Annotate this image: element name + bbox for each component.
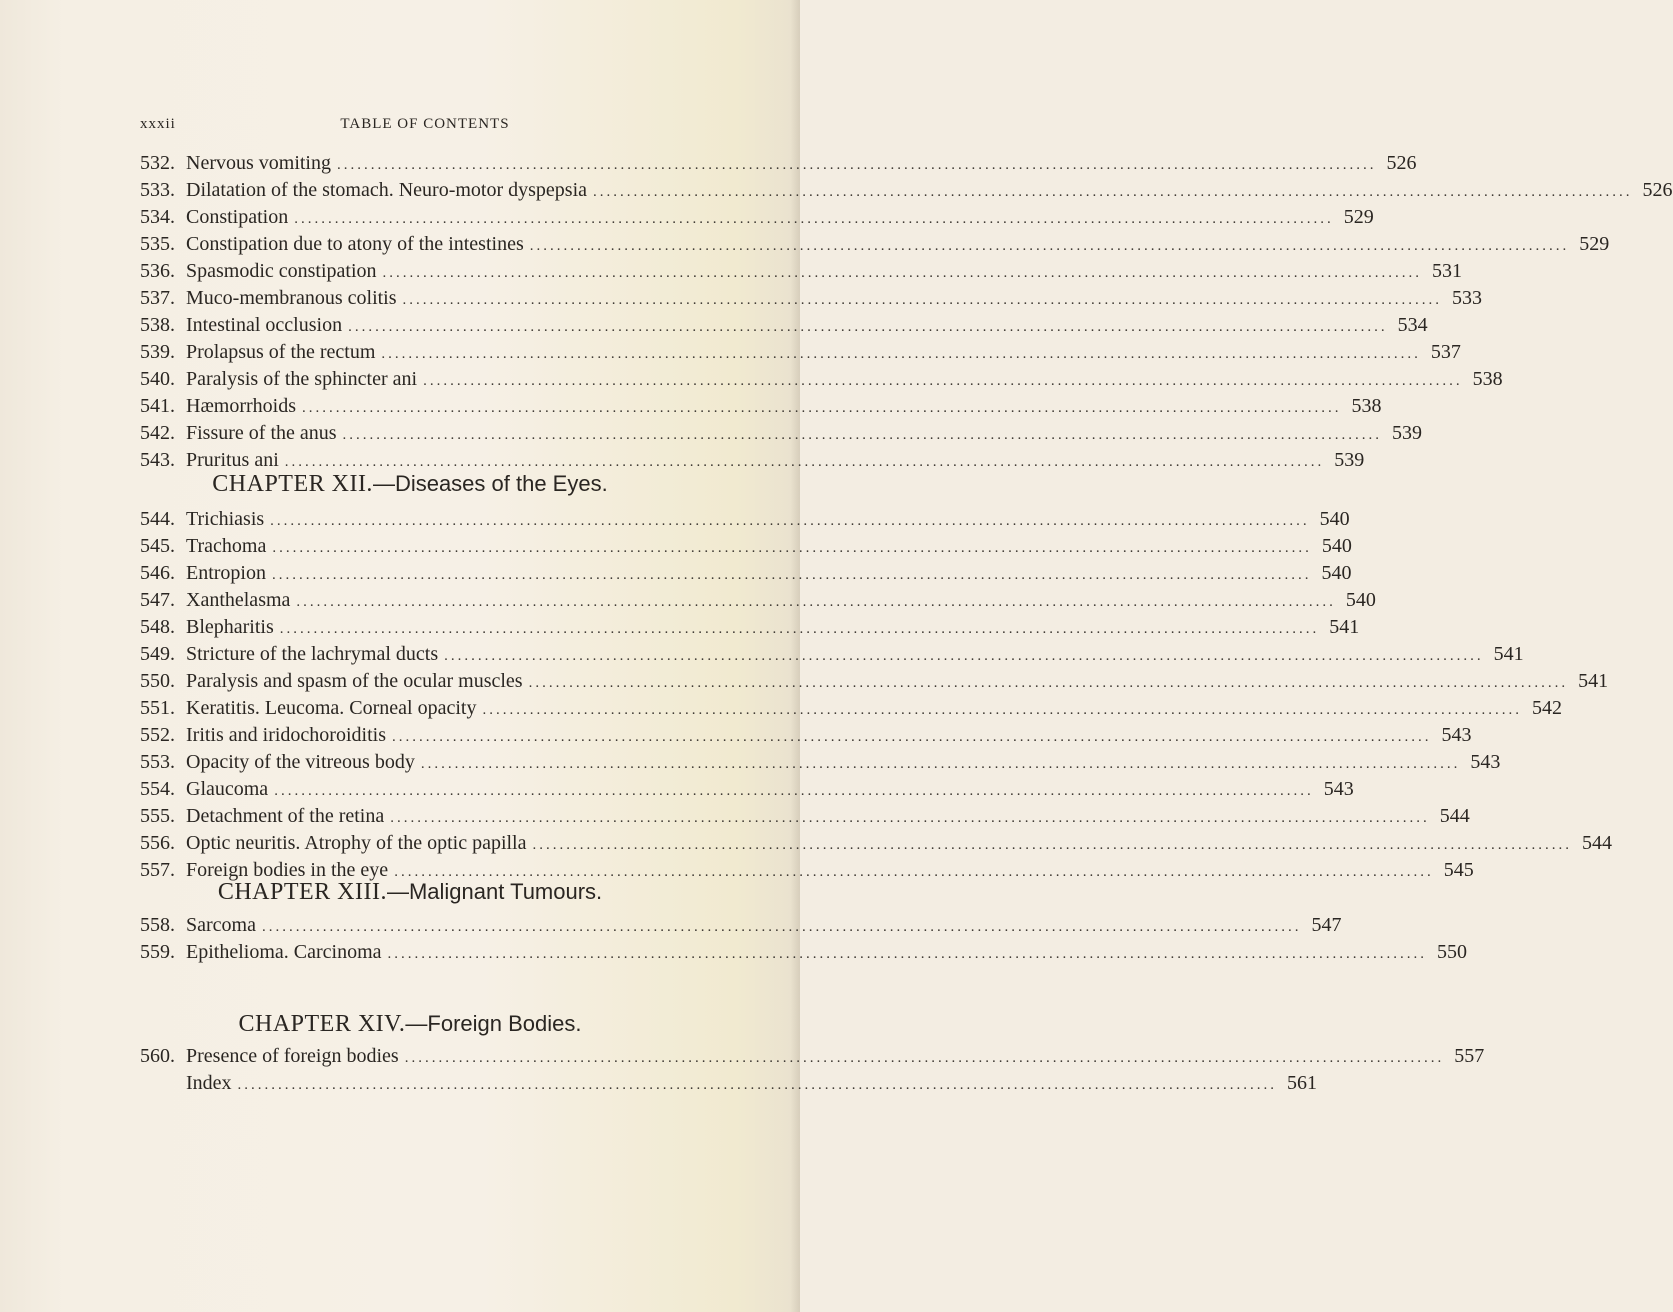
dot-leader: [392, 724, 1432, 751]
entry-page: 547: [1311, 914, 1342, 936]
toc-entry: [140, 177, 1673, 204]
entry-number: 541.: [140, 395, 175, 417]
entry-title: Blepharitis: [186, 616, 274, 638]
entry-title: Presence of foreign bodies: [186, 1045, 399, 1067]
dot-leader: [482, 697, 1522, 724]
toc-entry: [140, 285, 1483, 312]
dot-leader: [388, 941, 1428, 968]
toc-section-tumours: [140, 912, 1467, 966]
entry-page: 550: [1437, 941, 1467, 963]
entry-title: Keratitis. Leucoma. Corneal opacity: [186, 697, 477, 719]
chapter-number: CHAPTER XIII.: [217, 879, 387, 905]
toc-entry: [140, 204, 1374, 231]
toc-entry: [140, 312, 1428, 339]
entry-page: 538: [1351, 395, 1382, 417]
toc-entry: [140, 587, 1376, 614]
chapter-subject: —Diseases of the Eyes.: [372, 471, 608, 496]
entry-number: 547.: [140, 589, 175, 611]
toc-entry: [140, 339, 1461, 366]
entry-page: 542: [1531, 697, 1562, 719]
entry-page: 526: [1386, 152, 1417, 174]
entry-page: 545: [1443, 859, 1474, 881]
chapter-heading-xiv: [140, 1008, 680, 1040]
chapter-heading-xiii: [140, 876, 680, 908]
entry-number: 555.: [140, 805, 175, 827]
entry-title: Trachoma: [186, 535, 267, 557]
toc-entry: [140, 231, 1610, 258]
entry-page: 540: [1321, 562, 1352, 584]
toc-entry: [140, 776, 1354, 803]
dot-leader: [296, 589, 1336, 616]
toc-entry: [140, 912, 1342, 939]
entry-number: 548.: [140, 616, 175, 638]
entry-page: 531: [1432, 260, 1463, 282]
entry-title: Paralysis of the sphincter ani: [186, 368, 418, 390]
toc-entry: [140, 939, 1467, 966]
entry-title: Intestinal occlusion: [186, 314, 343, 336]
entry-number: 532.: [140, 152, 175, 174]
entry-title: Xanthelasma: [186, 589, 291, 611]
dot-leader: [343, 422, 1383, 449]
entry-number: 540.: [140, 368, 175, 390]
entry-title: Trichiasis: [186, 508, 265, 530]
entry-page: 541: [1493, 643, 1524, 665]
toc-section-continued: [140, 150, 1673, 474]
entry-number: 557.: [140, 859, 175, 881]
entry-number: 536.: [140, 260, 175, 282]
entry-page: 538: [1472, 368, 1503, 390]
entry-number: 558.: [140, 914, 175, 936]
dot-leader: [337, 152, 1377, 179]
dot-leader: [383, 260, 1423, 287]
dot-leader: [238, 1072, 1278, 1099]
entry-page: 561: [1287, 1072, 1318, 1094]
entry-number: 559.: [140, 941, 175, 963]
entry-title: Paralysis and spasm of the ocular muscles: [186, 670, 523, 692]
entry-title: Opacity of the vitreous body: [186, 751, 415, 773]
entry-page: 540: [1345, 589, 1376, 611]
toc-entry: [140, 393, 1382, 420]
dot-leader: [272, 562, 1312, 589]
entry-number: 535.: [140, 233, 175, 255]
entry-number: 543.: [140, 449, 175, 471]
entry-title: Glaucoma: [186, 778, 269, 800]
entry-number: 538.: [140, 314, 175, 336]
entry-title: Hæmorrhoids: [186, 395, 296, 417]
entry-title: Dilatation of the stomach. Neuro-motor dyspepsia: [186, 179, 588, 201]
entry-page: 541: [1578, 670, 1609, 692]
entry-title: Sarcoma: [186, 914, 256, 936]
entry-page: 529: [1343, 206, 1374, 228]
entry-title: Index: [186, 1072, 232, 1094]
entry-page: 543: [1441, 724, 1472, 746]
entry-number: 539.: [140, 341, 175, 363]
page-header: [140, 116, 680, 140]
toc-entry: [140, 668, 1609, 695]
entry-title: Iritis and iridochoroiditis: [186, 724, 386, 746]
chapter-number: CHAPTER XIV.: [238, 1011, 406, 1037]
entry-number: 553.: [140, 751, 175, 773]
entry-number: 542.: [140, 422, 175, 444]
dot-leader: [280, 616, 1320, 643]
entry-title: Stricture of the lachrymal ducts: [186, 643, 439, 665]
entry-page: 557: [1454, 1045, 1485, 1067]
entry-page: 540: [1319, 508, 1350, 530]
toc-entry: [140, 695, 1562, 722]
entry-page: 526: [1642, 179, 1673, 201]
toc-entry: [140, 722, 1472, 749]
entry-number: 546.: [140, 562, 175, 584]
toc-entry: [140, 803, 1470, 830]
entry-number: 551.: [140, 697, 175, 719]
entry-number: 544.: [140, 508, 175, 530]
entry-title: Detachment of the retina: [186, 805, 385, 827]
entry-title: Epithelioma. Carcinoma: [186, 941, 382, 963]
entry-title: Prolapsus of the rectum: [186, 341, 376, 363]
entry-number: 533.: [140, 179, 175, 201]
chapter-subject: —Foreign Bodies.: [405, 1011, 582, 1036]
entry-title: Constipation due to atony of the intestines: [186, 233, 524, 255]
entry-number: 549.: [140, 643, 175, 665]
toc-section-eyes: [140, 506, 1612, 884]
entry-page: 543: [1470, 751, 1501, 773]
entry-number: 534.: [140, 206, 175, 228]
entry-page: 533: [1452, 287, 1483, 309]
dot-leader: [302, 395, 1342, 422]
dot-leader: [381, 341, 1421, 368]
entry-page: 541: [1329, 616, 1360, 638]
chapter-subject: —Malignant Tumours.: [386, 879, 603, 904]
toc-entry: [140, 150, 1417, 177]
toc-entry: [140, 830, 1612, 857]
entry-number: 556.: [140, 832, 175, 854]
dot-leader: [533, 832, 1573, 859]
dot-leader: [423, 368, 1463, 395]
entry-page: 539: [1392, 422, 1423, 444]
toc-entry: [140, 506, 1350, 533]
dot-leader: [421, 751, 1461, 778]
entry-page: 543: [1323, 778, 1354, 800]
toc-entry: [140, 533, 1352, 560]
entry-title: Fissure of the anus: [186, 422, 337, 444]
dot-leader: [272, 535, 1312, 562]
entry-title: Optic neuritis. Atrophy of the optic papilla: [186, 832, 527, 854]
entry-page: 540: [1321, 535, 1352, 557]
dot-leader: [274, 778, 1314, 805]
page-folio: xxxii: [140, 116, 176, 132]
entry-title: Constipation: [186, 206, 289, 228]
chapter-heading-xii: [140, 468, 680, 500]
toc-entry: [140, 1043, 1485, 1070]
entry-title: Nervous vomiting: [186, 152, 331, 174]
dot-leader: [348, 314, 1388, 341]
toc-entry: [140, 258, 1463, 285]
entry-number: 537.: [140, 287, 175, 309]
dot-leader: [530, 233, 1570, 260]
entry-title: Spasmodic constipation: [186, 260, 377, 282]
toc-entry: [140, 641, 1524, 668]
toc-section-foreign-bodies: [140, 1043, 1485, 1097]
entry-title: Entropion: [186, 562, 266, 584]
dot-leader: [529, 670, 1569, 697]
entry-page: 544: [1439, 805, 1470, 827]
entry-number: 545.: [140, 535, 175, 557]
entry-page: 537: [1430, 341, 1461, 363]
chapter-number: CHAPTER XII.: [212, 471, 373, 497]
running-head: TABLE OF CONTENTS: [340, 116, 510, 132]
entry-page: 529: [1579, 233, 1610, 255]
entry-page: 539: [1334, 449, 1365, 471]
entry-title: Muco-membranous colitis: [186, 287, 397, 309]
dot-leader: [270, 508, 1310, 535]
dot-leader: [405, 1045, 1445, 1072]
dot-leader: [403, 287, 1443, 314]
toc-entry: [140, 749, 1501, 776]
entry-page: 544: [1582, 832, 1612, 854]
entry-page: 534: [1397, 314, 1428, 336]
entry-number: 554.: [140, 778, 175, 800]
toc-entry-index: [140, 1070, 1318, 1097]
toc-entry: [140, 420, 1423, 447]
entry-number: 560.: [140, 1045, 175, 1067]
dot-leader: [390, 805, 1430, 832]
toc-entry: [140, 560, 1352, 587]
dot-leader: [262, 914, 1302, 941]
toc-entry: [140, 614, 1360, 641]
dot-leader: [593, 179, 1633, 206]
dot-leader: [444, 643, 1484, 670]
entry-title: Foreign bodies in the eye: [186, 859, 389, 881]
toc-entry: [140, 366, 1503, 393]
entry-number: 552.: [140, 724, 175, 746]
entry-title: Pruritus ani: [186, 449, 279, 471]
dot-leader: [294, 206, 1334, 233]
entry-number: 550.: [140, 670, 175, 692]
